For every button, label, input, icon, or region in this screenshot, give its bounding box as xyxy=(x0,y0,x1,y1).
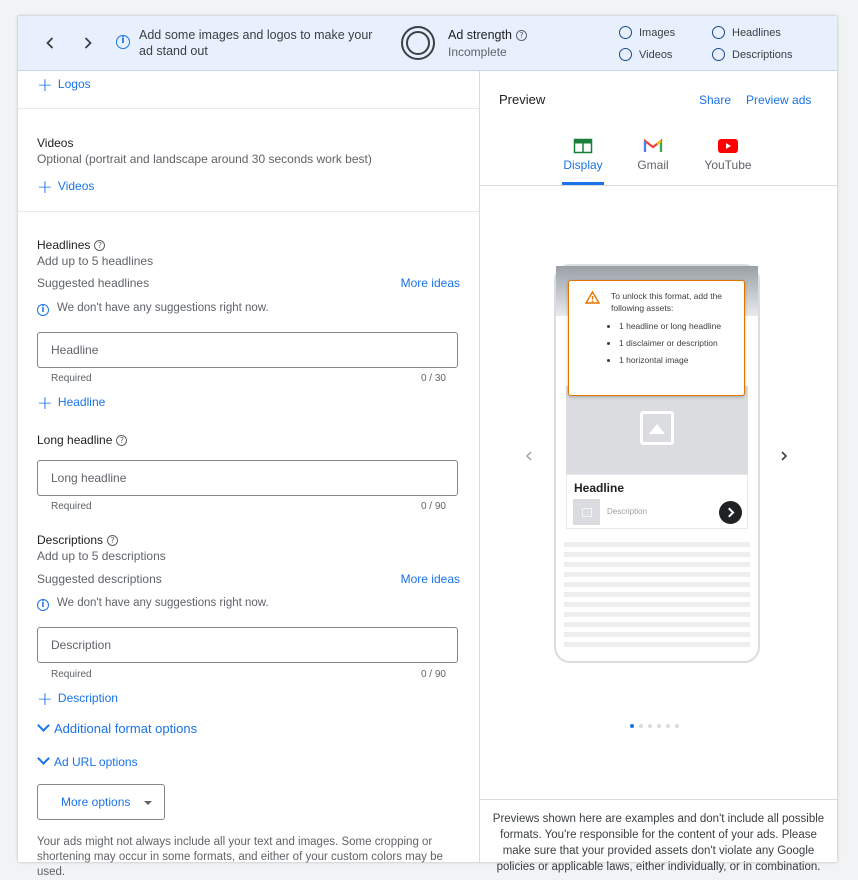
preview-title: Preview xyxy=(499,92,546,107)
long-headline-title xyxy=(37,433,127,447)
add-logos-button[interactable] xyxy=(37,74,91,96)
add-videos-button[interactable] xyxy=(37,176,94,198)
description-helper: Required xyxy=(51,669,92,680)
ad-url-options-toggle[interactable] xyxy=(37,754,138,769)
tab-youtube-label: YouTube xyxy=(704,158,752,172)
carousel-dot[interactable] xyxy=(630,724,634,728)
unchecked-circle-icon xyxy=(712,48,725,61)
long-headline-helper: Required xyxy=(51,501,92,512)
ad-strength-ring xyxy=(401,26,435,60)
card-description: Description xyxy=(607,507,648,516)
help-icon[interactable]: ? xyxy=(94,240,105,251)
add-description-button[interactable] xyxy=(37,688,118,710)
descriptions-more-ideas-link[interactable]: More ideas xyxy=(400,572,460,586)
carousel-dot[interactable] xyxy=(657,724,661,728)
carousel-dot[interactable] xyxy=(675,724,679,728)
headlines-more-ideas-link[interactable]: More ideas xyxy=(400,276,460,290)
warning-icon xyxy=(585,291,600,304)
more-options-dropdown[interactable] xyxy=(37,784,165,820)
info-icon xyxy=(116,35,130,49)
warning-item: • 1 horizontal image xyxy=(619,354,754,366)
descriptions-title xyxy=(37,533,118,547)
ad-strength-status: Incomplete xyxy=(448,45,507,59)
tab-display[interactable] xyxy=(553,139,613,172)
help-icon[interactable]: ? xyxy=(116,435,127,446)
suggested-headlines-label: Suggested headlines xyxy=(37,276,150,290)
warning-item: • 1 headline or long headline xyxy=(619,320,754,332)
unlock-format-warning xyxy=(568,280,745,396)
descriptions-title-text: Descriptions xyxy=(37,533,104,547)
long-headline-counter: 0 / 90 xyxy=(420,501,446,512)
image-icon xyxy=(640,411,674,445)
dropdown-arrow-icon xyxy=(144,801,152,805)
additional-format-options-toggle[interactable] xyxy=(37,721,197,736)
description-input[interactable] xyxy=(37,627,458,663)
chevron-down-icon xyxy=(37,719,50,732)
headlines-no-suggestions xyxy=(37,302,269,316)
checklist-images xyxy=(619,26,675,39)
add-headline-button[interactable] xyxy=(37,392,105,414)
carousel-dot[interactable] xyxy=(648,724,652,728)
ad-url-options-label: Ad URL options xyxy=(54,755,138,769)
card-arrow-button xyxy=(719,501,742,524)
checklist-descriptions xyxy=(712,48,793,61)
description-counter: 0 / 90 xyxy=(420,669,446,680)
tabs-divider xyxy=(480,185,837,186)
tab-youtube[interactable] xyxy=(698,139,758,172)
tab-gmail[interactable] xyxy=(623,139,683,172)
placeholder-lines xyxy=(564,542,750,652)
chevron-left-icon[interactable] xyxy=(524,451,534,461)
checklist-label: Headlines xyxy=(732,27,781,39)
help-icon[interactable]: ? xyxy=(107,535,118,546)
no-suggestions-text: We don't have any suggestions right now. xyxy=(57,302,269,314)
more-options-label: More options xyxy=(61,795,131,809)
preview-footer-note: Previews shown here are examples and don't include all possible formats. You're responsible for the content of your ads. Please make sure that your provided assets don't violate any Google policies or applicable laws, either individually, or in combination. xyxy=(492,813,825,873)
chevron-right-icon[interactable] xyxy=(779,451,789,461)
headline-counter: 0 / 30 xyxy=(420,373,446,384)
image-placeholder xyxy=(566,386,748,474)
plus-icon: + xyxy=(37,176,53,198)
descriptions-subtitle: Add up to 5 descriptions xyxy=(37,549,166,563)
asset-disclaimer: Your ads might not always include all your text and images. Some cropping or shortening may occur in some formats, and either of your custom colors may be used. xyxy=(37,836,443,878)
info-icon: i xyxy=(37,304,49,316)
card-thumbnail xyxy=(573,499,600,525)
gmail-icon xyxy=(644,139,662,153)
checklist-label: Descriptions xyxy=(732,49,793,61)
unchecked-circle-icon xyxy=(712,26,725,39)
app-frame xyxy=(18,16,837,878)
checklist-videos xyxy=(619,48,672,61)
ad-strength-label: Ad strength xyxy=(448,28,512,42)
divider xyxy=(18,211,479,212)
carousel-dot[interactable] xyxy=(639,724,643,728)
divider xyxy=(18,108,479,109)
headline-input[interactable] xyxy=(37,332,458,368)
additional-format-options-label: Additional format options xyxy=(54,721,198,736)
suggested-descriptions-label: Suggested descriptions xyxy=(37,572,162,586)
asset-form xyxy=(18,71,480,878)
videos-subtitle: Optional (portrait and landscape around 30 seconds work best) xyxy=(37,152,372,166)
plus-icon: + xyxy=(37,392,53,414)
unchecked-circle-icon xyxy=(619,48,632,61)
carousel-dots xyxy=(630,715,684,733)
footer-divider xyxy=(480,799,837,800)
add-logos-label: Logos xyxy=(57,77,91,91)
info-icon: i xyxy=(37,599,49,611)
warning-list xyxy=(603,320,754,371)
headlines-subtitle: Add up to 5 headlines xyxy=(37,254,154,268)
preview-panel xyxy=(480,71,837,873)
headlines-title-text: Headlines xyxy=(37,238,91,252)
headlines-title xyxy=(37,238,105,252)
card-headline: Headline xyxy=(574,481,625,495)
warning-item: • 1 disclaimer or description xyxy=(619,337,754,349)
warning-intro: To unlock this format, add the following assets: xyxy=(611,291,723,313)
chevron-left-icon[interactable] xyxy=(40,33,60,53)
display-icon xyxy=(574,139,592,153)
ad-card xyxy=(566,474,748,529)
help-icon[interactable]: ? xyxy=(516,30,527,41)
add-description-label: Description xyxy=(57,691,118,705)
share-link[interactable]: Share xyxy=(699,93,732,107)
preview-ads-link[interactable]: Preview ads xyxy=(746,93,812,107)
checklist-label: Videos xyxy=(639,49,673,61)
tip-message: Add some images and logos to make your ad stand out xyxy=(139,28,373,58)
chevron-down-icon xyxy=(37,752,50,765)
checklist-label: Images xyxy=(639,27,676,39)
descriptions-no-suggestions xyxy=(37,597,269,611)
tab-gmail-label: Gmail xyxy=(637,158,669,172)
headline-helper: Required xyxy=(51,373,92,384)
videos-title: Videos xyxy=(37,136,74,150)
chevron-right-icon[interactable] xyxy=(78,33,98,53)
checklist-headlines xyxy=(712,26,781,39)
long-headline-title-text: Long headline xyxy=(37,433,113,447)
add-headline-label: Headline xyxy=(57,395,106,409)
no-suggestions-text: We don't have any suggestions right now. xyxy=(57,597,269,609)
add-videos-label: Videos xyxy=(57,179,95,193)
plus-icon: + xyxy=(37,688,53,710)
unchecked-circle-icon xyxy=(619,26,632,39)
carousel-dot[interactable] xyxy=(666,724,670,728)
ad-strength-bar xyxy=(18,16,837,71)
youtube-icon xyxy=(718,139,738,153)
long-headline-input[interactable] xyxy=(37,460,458,496)
plus-icon: + xyxy=(37,74,53,96)
tab-display-label: Display xyxy=(563,158,603,172)
ad-strength-title xyxy=(448,28,527,42)
